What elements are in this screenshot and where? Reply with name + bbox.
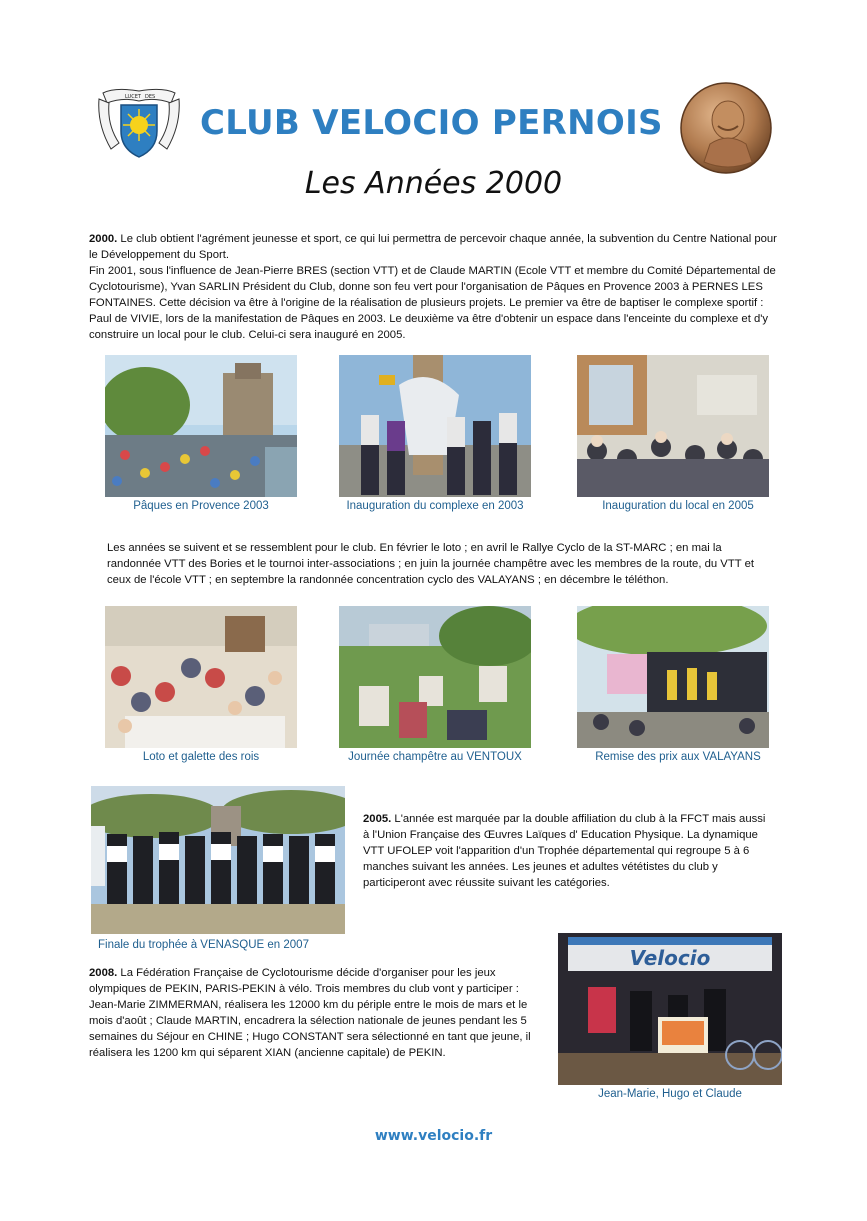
page-subtitle: Les Années 2000 xyxy=(304,166,563,201)
photo-inauguration-local xyxy=(577,355,769,497)
photo-inauguration-complexe xyxy=(339,355,531,497)
paragraph-2008 xyxy=(89,965,544,1061)
svg-text:DES: DES xyxy=(145,94,156,100)
year-2008-label: 2008. xyxy=(89,967,118,979)
svg-text:Velocio: Velocio xyxy=(629,946,711,970)
photo-journee-champetre xyxy=(339,606,531,748)
photo-paques-provence xyxy=(105,355,297,497)
paragraph-2005-text: L'année est marquée par la double affiliation du club à la FFCT mais aussi à l'Union Française des Œuvres Laïques d' Education Physique. La dynamique VTT UFOLEP voit l'apparition d'un Trophée départemental qui regroupe 5 à 6 manches suivant les années. Les jeunes et adultes vététistes du club y participeront avec réussite suivant les catégories. xyxy=(363,813,766,889)
caption-remise-prix: Remise des prix aux VALAYANS xyxy=(595,751,761,763)
club-title: CLUB VELOCIO PERNOIS xyxy=(200,103,663,143)
paragraph-2000 xyxy=(89,231,779,343)
photo-loto-galette xyxy=(105,606,297,748)
photo-finale-venasque xyxy=(91,786,345,934)
caption-inauguration-complexe: Inauguration du complexe en 2003 xyxy=(346,500,524,512)
caption-loto-galette: Loto et galette des rois xyxy=(142,751,260,763)
year-2005-label: 2005. xyxy=(363,813,392,825)
caption-paques-provence: Pâques en Provence 2003 xyxy=(133,500,269,512)
club-crest-logo xyxy=(95,85,183,163)
caption-jean-marie-hugo-claude: Jean-Marie, Hugo et Claude xyxy=(598,1088,742,1100)
paragraph-2000-text1: Le club obtient l'agrément jeunesse et sport, ce qui lui permettra de percevoir chaque année, la subvention du Centre National pour le Développement du Sport. xyxy=(89,233,777,261)
year-2000-label: 2000. xyxy=(89,233,118,245)
photo-remise-prix xyxy=(577,606,769,748)
caption-journee-champetre: Journée champêtre au VENTOUX xyxy=(348,751,522,763)
footer-url[interactable]: www.velocio.fr xyxy=(374,1128,493,1144)
paragraph-years: Les années se suivent et se ressemblent pour le club. En février le loto ; en avril le Rallye Cyclo de la ST-MARC ; en mai la randonnée VTT des Bories et le tournoi inter-associations ; en juin la journée champêtre avec les membres de la route, du VTT et ceux de l'école VTT ; en septembre la randonnée concentration cyclo des VALAYANS ; en décembre le téléthon. xyxy=(107,542,754,586)
paragraph-2005 xyxy=(363,811,767,891)
paragraph-2008-text: La Fédération Française de Cyclotourisme décide d'organiser pour les jeux olympiques de PEKIN, PARIS-PEKIN à vélo. Trois membres du club vont y participer : Jean-Marie ZIMMERMAN, réalisera les 12000 km du périple entre le mois de mars et le mois d'août ; Claude MARTIN, encadrera la sélection nationale de jeunes pendant les 5 semaines du Séjour en CHINE ; Hugo CONSTANT sera sélectionné en tant que jeune, il réalisera les 1200 km qui séparent XIAN (ancienne capitale) de PEKIN. xyxy=(89,967,531,1059)
velocio-medallion-image xyxy=(680,82,772,174)
photo-jean-marie-hugo-claude xyxy=(558,933,782,1085)
paragraph-2000-text2: Fin 2001, sous l'influence de Jean-Pierre BRES (section VTT) et de Claude MARTIN (Ecole VTT et membre du Comité Départemental de Cyclotourisme), Yvan SARLIN Président du Club, donne son feu vert pour l'organisation de Pâques en Provence 2003 à PERNES LES FONTAINES. Cette décision va être à l'origine de la réalisation de plusieurs projets. Le premier va être de baptiser le complexe sportif : Paul de VIVIE, lors de la manifestation de Pâques en 2003. Le deuxième va être d'obtenir un espace dans l'enceinte du complexe et d'y construire un local pour le club. Celui-ci sera inauguré en 2005. xyxy=(89,265,776,341)
svg-text:LUCET: LUCET xyxy=(125,94,141,100)
caption-finale-venasque: Finale du trophée à VENASQUE en 2007 xyxy=(98,939,309,951)
caption-inauguration-local: Inauguration du local en 2005 xyxy=(602,500,754,512)
